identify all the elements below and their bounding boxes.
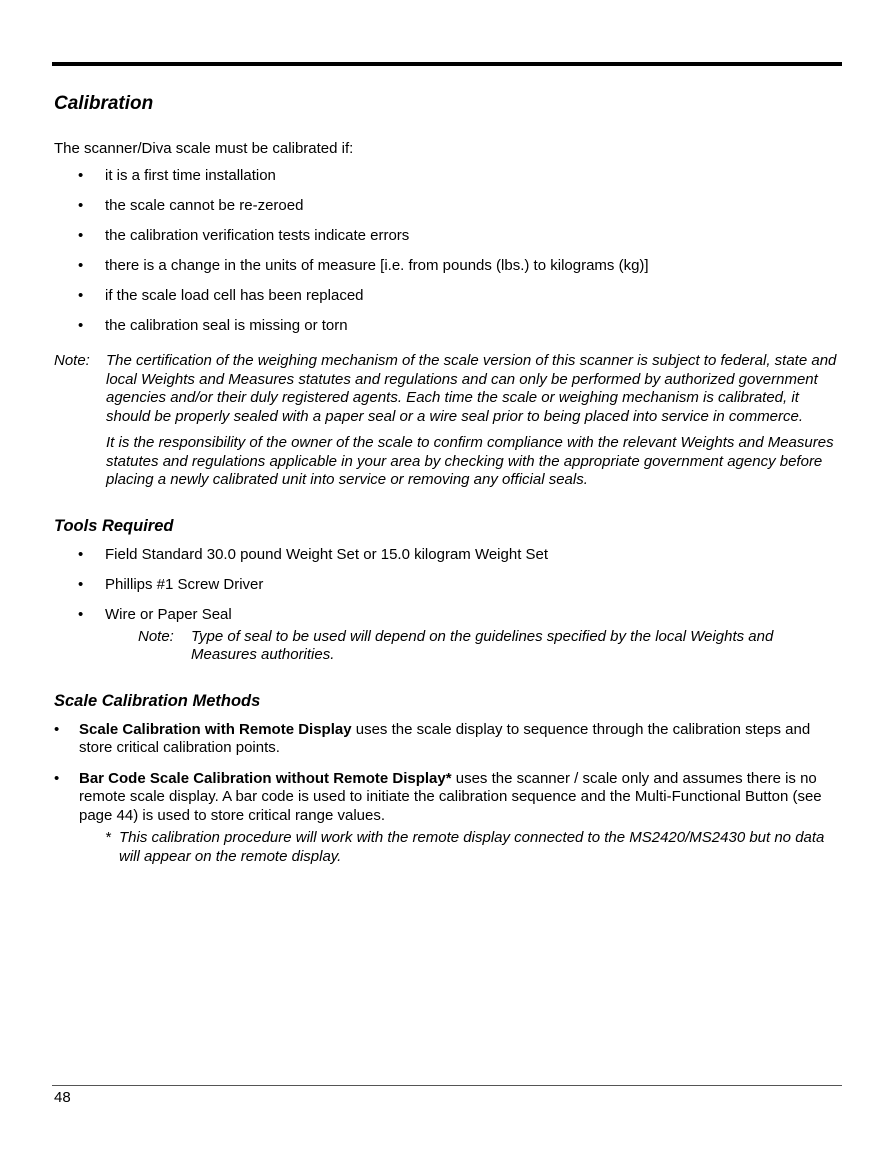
bullet-icon: •: [54, 720, 60, 738]
page-number: 48: [54, 1089, 71, 1106]
method-description: uses the scale display to sequence through the calibration steps and store critical calibration points.: [79, 720, 811, 756]
page-content: [54, 92, 842, 866]
note-text: Type of seal to be used will depend on the guidelines specified by the local Weights and Measures authorities.: [191, 627, 774, 663]
list-item: • Phillips #1 Screw Driver: [78, 575, 264, 593]
bullet-icon: •: [78, 197, 84, 214]
note-body: [106, 352, 842, 490]
bullet-icon: •: [78, 575, 84, 593]
bullet-icon: •: [78, 167, 84, 184]
bullet-icon: •: [78, 257, 84, 274]
bullet-icon: •: [78, 287, 84, 304]
method-name: Scale Calibration with Remote Display: [79, 720, 352, 738]
bullet-icon: •: [78, 545, 84, 563]
list-item: • the scale cannot be re-zeroed: [78, 197, 304, 214]
footnote: [105, 829, 842, 866]
bullet-icon: •: [54, 769, 60, 787]
list-item: [54, 721, 842, 758]
tools-heading: Tools Required: [54, 516, 174, 535]
bullet-icon: •: [78, 227, 84, 244]
methods-list: [54, 721, 842, 826]
list-item: • the calibration verification tests indicate errors: [78, 227, 410, 244]
list-item: • the calibration seal is missing or torn: [78, 317, 348, 334]
list-item: [54, 770, 842, 826]
certification-note: [54, 352, 842, 490]
list-item: • there is a change in the units of measure [i.e. from pounds (lbs.) to kilograms (kg)]: [78, 257, 649, 274]
tools-list: [54, 546, 842, 624]
top-rule: [52, 62, 842, 66]
section-title: Calibration: [54, 93, 154, 114]
bottom-rule: [52, 1085, 842, 1086]
list-item: • Field Standard 30.0 pound Weight Set or 15.0 kilogram Weight Set: [78, 545, 549, 563]
note-paragraph: The certification of the weighing mechanism of the scale version of this scanner is subject to federal, state and local Weights and Measures statutes and regulations and can only be performed by authorized government agencies and/or their duly registered agents. Each time the scale or weighing mechanism is calibrated, it should be properly sealed with a paper seal or a wire seal prior to being placed into service in commerce.: [106, 352, 837, 425]
intro-text: The scanner/Diva scale must be calibrated if:: [54, 140, 354, 157]
footnote-mark: *: [105, 829, 111, 846]
list-item: • if the scale load cell has been replaced: [78, 287, 364, 304]
list-item: • it is a first time installation: [78, 167, 276, 184]
bullet-icon: •: [78, 317, 84, 334]
methods-heading: Scale Calibration Methods: [54, 691, 261, 710]
method-name: Bar Code Scale Calibration without Remote Display*: [79, 769, 452, 787]
footnote-text: This calibration procedure will work with the remote display connected to the MS2420/MS2430 but no data will appear on the remote display.: [119, 829, 825, 865]
method-description: uses the scanner / scale only and assumes there is no remote scale display. A bar code is used to initiate the calibration sequence and the Multi-Functional Button (see page 44) is used to store critical range values.: [79, 769, 822, 824]
list-item: • Wire or Paper Seal: [78, 605, 232, 623]
note-paragraph: It is the responsibility of the owner of the scale to confirm compliance with the relevant Weights and Measures statutes and regulations applicable in your area by checking with the appropriate government agency before placing a newly calibrated unit into service or removing any official seals.: [106, 434, 834, 488]
conditions-list: [54, 167, 842, 335]
note-label: Note:: [54, 352, 90, 369]
seal-note: [138, 628, 842, 665]
bullet-icon: •: [78, 605, 84, 623]
note-label: Note:: [138, 627, 174, 645]
